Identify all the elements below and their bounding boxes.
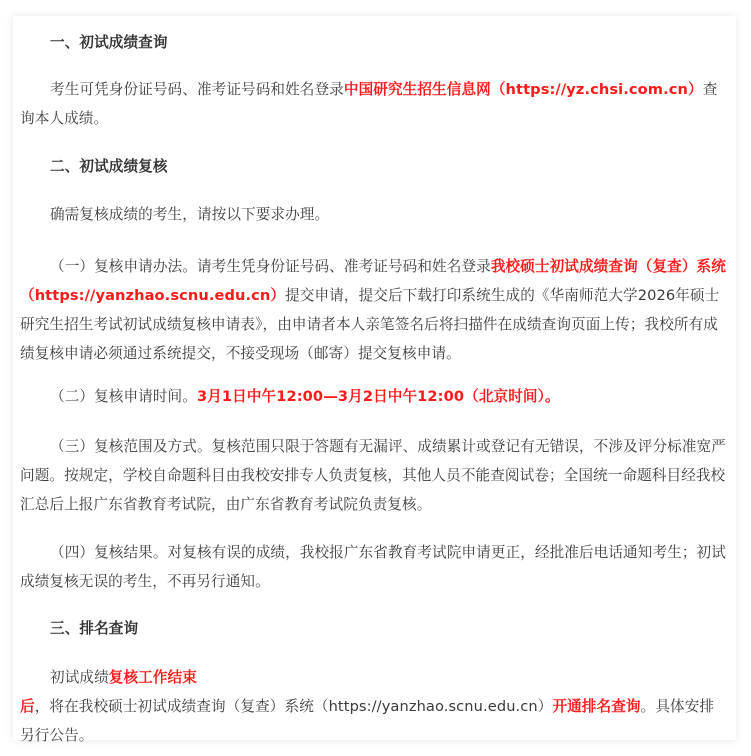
heading-text: 一、初试成绩查询 <box>50 34 168 51</box>
ranking-open-highlight: 开通排名查询 <box>552 698 641 715</box>
heading-text: 二、初试成绩复核 <box>50 158 168 175</box>
text: （二）复核申请时间。 <box>50 388 197 405</box>
text: 提交申请，提交后下载打印系统生成的《华南师范大学2026年硕士研究生招生考试初试成绩复核申请表》，由申请者本人亲笔签名后将扫描件在成绩查询页面上传；我校所有成绩复核申请必须通过系统提交，不接受现场（邮寄）提交复核申请。 <box>20 287 720 362</box>
text: 确需复核成绩的考生，请按以下要求办理。 <box>50 206 330 223</box>
paragraph-review-time <box>20 382 726 411</box>
section-heading-ranking-query <box>20 614 726 643</box>
text: 考生可凭身份证号码、准考证号码和姓名登录 <box>50 81 344 98</box>
text: （四）复核结果。对复核有误的成绩，我校报广东省教育考试院申请更正，经批准后电话通知考生；初试成绩复核无误的考生，不再另行通知。 <box>20 544 726 590</box>
text: （一）复核申请办法。请考生凭身份证号码、准考证号码和姓名登录 <box>50 258 491 275</box>
paragraph-review-scope <box>20 432 726 519</box>
review-end-highlight: 复核工作结束后 <box>20 669 197 715</box>
paragraph-review-method <box>20 252 726 368</box>
scnu-system-link[interactable]: 我校硕士初试成绩查询（复查）系统（https://yanzhao.scnu.edu.cn） <box>20 258 726 304</box>
section-heading-score-review <box>20 152 726 181</box>
paragraph-score-query <box>20 75 726 133</box>
chsi-link[interactable]: 中国研究生招生信息网（https://yz.chsi.com.cn） <box>343 81 703 98</box>
paragraph-ranking-query <box>20 663 726 750</box>
review-time-highlight: 3月1日中午12:00—3月2日中午12:00（北京时间）。 <box>196 388 560 405</box>
scnu-system-url-text: ，将在我校硕士初试成绩查询（复查）系统（https://yanzhao.scnu.edu.cn） <box>34 698 553 715</box>
paragraph-review-intro <box>20 200 726 229</box>
announcement-card <box>13 16 736 744</box>
section-heading-score-query <box>20 28 726 57</box>
text: 查询本人成绩。 <box>20 81 718 127</box>
text: 。具体安排另行公告。 <box>20 698 715 744</box>
paragraph-review-result <box>20 538 726 596</box>
heading-text: 三、排名查询 <box>50 620 139 637</box>
text: （三）复核范围及方式。复核范围只限于答题有无漏评、成绩累计或登记有无错误，不涉及评分标准宽严问题。按规定，学校自命题科目由我校安排专人负责复核，其他人员不能查阅试卷；全国统一命题科目经我校汇总后上报广东省教育考试院，由广东省教育考试院负责复核。 <box>20 438 726 513</box>
text: 初试成绩 <box>50 669 109 686</box>
